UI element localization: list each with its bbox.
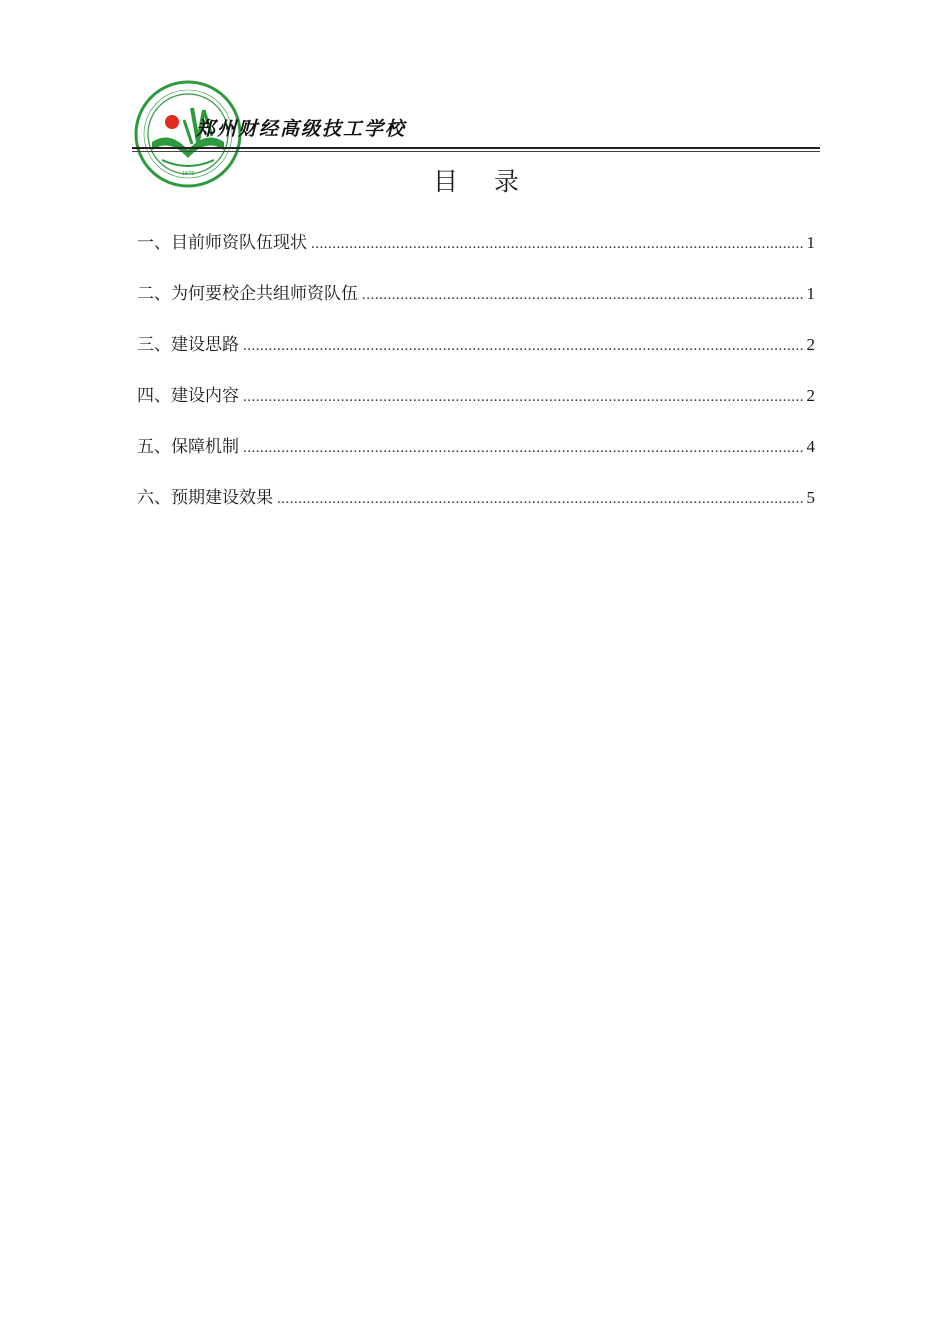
toc-entry-label: 四、建设内容 [137,386,239,406]
toc-entry[interactable] [137,381,815,432]
toc-entry-label: 六、预期建设效果 [137,488,273,508]
header-rule-secondary [132,151,820,152]
toc-entry-page: 1 [806,284,815,303]
toc-entry-page: 1 [806,233,815,252]
toc-entry-page: 5 [806,488,815,507]
toc-title: 目 录 [433,167,533,196]
toc-leader-dots [362,280,804,310]
toc-entry-label: 二、为何要校企共组师资队伍 [137,284,358,304]
toc-entry[interactable] [137,432,815,483]
toc-entry-label: 五、保障机制 [137,437,239,457]
header-rule [132,147,820,149]
toc-leader-dots [311,229,804,259]
toc-entry[interactable] [137,228,815,279]
toc-entry-page: 4 [806,437,815,456]
toc-entry-label: 一、目前师资队伍现状 [137,233,307,253]
toc-entry[interactable] [137,483,815,534]
toc-entry[interactable] [137,330,815,381]
toc-entry-page: 2 [806,335,815,354]
toc-entry-page: 2 [806,386,815,405]
toc-leader-dots [243,382,804,412]
toc-entry[interactable] [137,279,815,330]
table-of-contents [137,228,815,534]
logo-year: 1978 [181,171,195,177]
school-name: 郑州财经高级技工学校 [196,118,407,140]
toc-entry-label: 三、建设思路 [137,335,239,355]
toc-leader-dots [243,331,804,361]
toc-leader-dots [243,433,804,463]
toc-leader-dots [277,484,804,514]
